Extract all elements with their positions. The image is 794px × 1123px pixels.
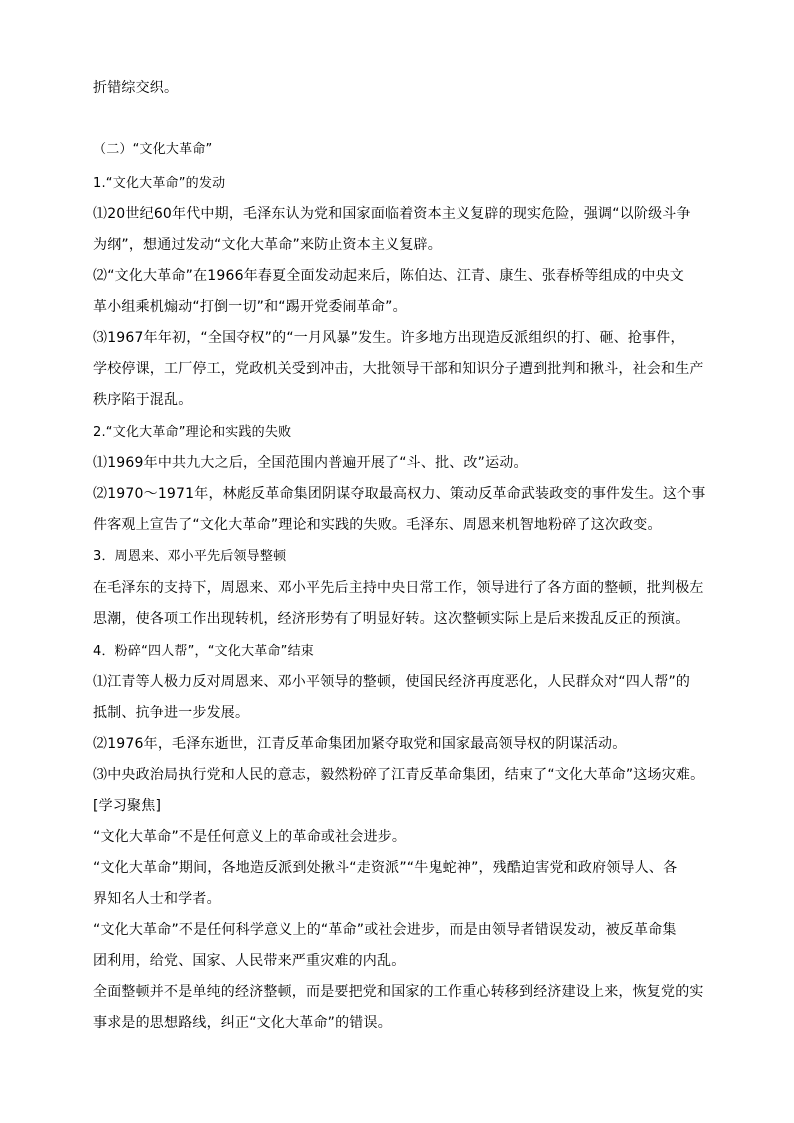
sub2-p2-line2: 件客观上宣告了“文化大革命”理论和实践的失败。毛泽东、周恩来机智地粉碎了这次政变。 (93, 517, 662, 533)
sub2-p1-line1: ⑴1969年中共九大之后，全国范围内普遍开展了“斗、批、改”运动。 (93, 455, 528, 471)
sub4-p1-line1: ⑴江青等人极力反对周恩来、邓小平领导的整顿，使国民经济再度恶化，人民群众对“四人帮”的 (93, 674, 691, 690)
focus-p3-line2: 团利用，给党、国家、人民带来严重灾难的内乱。 (93, 953, 406, 969)
focus-p4-line1: 全面整顿并不是单纯的经济整顿，而是要把党和国家的工作重心转移到经济建设上来，恢复党的实 (93, 984, 704, 1000)
sub1-p2-line1: ⑵“文化大革命”在1966年春夏全面发动起来后，陈伯达、江青、康生、张春桥等组成的中央文 (93, 268, 684, 284)
sub4-p1-line2: 抵制、抗争进一步发展。 (93, 705, 250, 721)
sub3-p1-line2: 思潮，使各项工作出现转机，经济形势有了明显好转。这次整顿实际上是后来拨乱反正的预演。 (93, 611, 690, 627)
focus-p3-line1: “文化大革命”不是任何科学意义上的“革命”或社会进步，而是由领导者错误发动，被反革命集 (93, 922, 677, 938)
sub4-p2-line1: ⑵1976年，毛泽东逝世，江青反革命集团加紧夺取党和国家最高领导权的阴谋活动。 (93, 736, 627, 752)
focus-p1-line1: “文化大革命”不是任何意义上的革命或社会进步。 (93, 829, 407, 845)
sub4-p3-line1: ⑶中央政治局执行党和人民的意志，毅然粉碎了江青反革命集团，结束了“文化大革命”这场灾难。 (93, 767, 705, 783)
sub3-p1-line1: 在毛泽东的支持下，周恩来、邓小平先后主持中央日常工作，领导进行了各方面的整顿，批判极左 (93, 580, 704, 596)
sub1-p2-line2: 革小组乘机煽动“打倒一切”和“踢开党委闹革命”。 (93, 299, 407, 315)
sub2-heading: 2.“文化大革命”理论和实践的失败 (93, 425, 292, 440)
focus-heading: [学习聚焦] (93, 798, 162, 814)
sub1-p3-line3: 秩序陷于混乱。 (93, 392, 193, 408)
section-heading: （二）“文化大革命” (93, 142, 213, 157)
focus-p4-line2: 事求是的思想路线，纠正“文化大革命”的错误。 (93, 1015, 392, 1031)
sub1-p1-line2: 为纲”，想通过发动“文化大革命”来防止资本主义复辟。 (93, 237, 442, 253)
focus-p2-line2: 界知名人士和学者。 (93, 891, 221, 907)
intro-tail-line: 折错综交织。 (93, 80, 179, 96)
sub2-p2-line1: ⑵1970～1971年，林彪反革命集团阴谋夺取最高权力、策动反革命武装政变的事件发生。这个事 (93, 486, 706, 502)
sub1-p3-line1: ⑶1967年年初，“全国夺权”的“一月风暴”发生。许多地方出现造反派组织的打、砸、抢事件， (93, 330, 685, 346)
sub1-heading: 1.“文化大革命”的发动 (93, 176, 226, 191)
focus-p2-line1: “文化大革命”期间，各地造反派到处揪斗“走资派”“牛鬼蛇神”，残酷迫害党和政府领导人、各 (93, 860, 678, 876)
sub4-heading: 4．粉碎“四人帮”，“文化大革命”结束 (93, 644, 315, 659)
sub1-p1-line1: ⑴20世纪60年代中期，毛泽东认为党和国家面临着资本主义复辟的现实危险，强调“以阶级斗争 (93, 206, 691, 222)
sub1-p3-line2: 学校停课，工厂停工，党政机关受到冲击，大批领导干部和知识分子遭到批判和揪斗，社会和生产 (93, 361, 704, 377)
sub3-heading: 3．周恩来、邓小平先后领导整顿 (93, 549, 287, 564)
